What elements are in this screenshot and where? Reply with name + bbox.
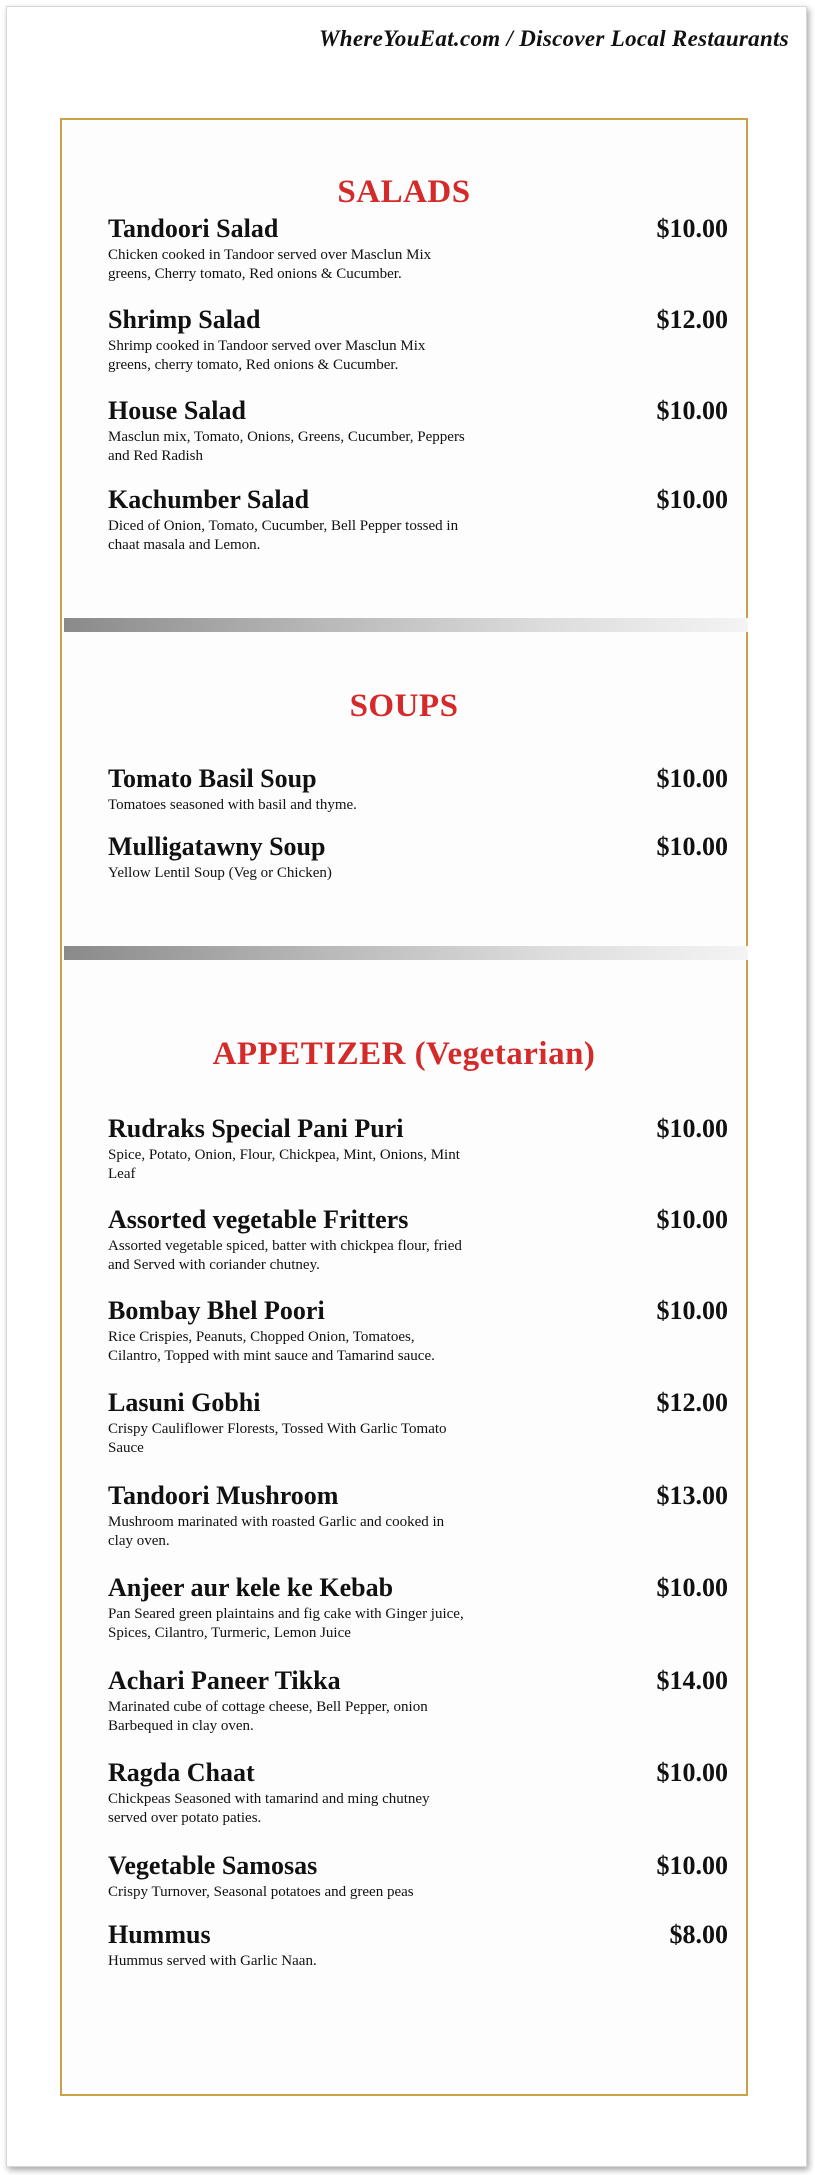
- item-price: $12.00: [656, 305, 728, 334]
- menu-item-mulligatawny-soup: [108, 832, 728, 883]
- item-name: Assorted vegetable Fritters: [108, 1205, 409, 1234]
- item-name: Bombay Bhel Poori: [108, 1296, 325, 1325]
- item-name: Tomato Basil Soup: [108, 764, 317, 793]
- menu-item-paneer-tikka: [108, 1666, 728, 1736]
- appetizer-title: APPETIZER (Vegetarian): [212, 1036, 596, 1072]
- item-name: Hummus: [108, 1920, 211, 1949]
- item-price: $12.00: [656, 1388, 728, 1417]
- salads-title: SALADS: [337, 174, 471, 210]
- item-description: Diced of Onion, Tomato, Cucumber, Bell Pepper tossed in chaat masala and Lemon.: [108, 518, 459, 553]
- salads-section: [62, 174, 746, 211]
- item-name: Rudraks Special Pani Puri: [108, 1114, 404, 1143]
- menu-item-tandoori-salad: [108, 214, 728, 284]
- item-description: Rice Crispies, Peanuts, Chopped Onion, Tomatoes, Cilantro, Topped with mint sauce and Tamarind sauce.: [108, 1329, 435, 1364]
- item-description: Shrimp cooked in Tandoor served over Masclun Mix greens, cherry tomato, Red onions & Cucumber.: [108, 338, 426, 373]
- item-price: $10.00: [656, 1573, 728, 1602]
- item-price: $10.00: [656, 1296, 728, 1325]
- item-price: $10.00: [656, 1851, 728, 1880]
- item-price: $10.00: [656, 485, 728, 514]
- menu-item-vegetable-samosas: [108, 1851, 728, 1902]
- item-price: $10.00: [656, 764, 728, 793]
- item-price: $13.00: [656, 1481, 728, 1510]
- item-name: Tandoori Mushroom: [108, 1481, 339, 1510]
- item-name: Vegetable Samosas: [108, 1851, 318, 1880]
- item-description: Marinated cube of cottage cheese, Bell Pepper, onion Barbequed in clay oven.: [108, 1699, 428, 1734]
- item-price: $10.00: [656, 1758, 728, 1787]
- item-description: Masclun mix, Tomato, Onions, Greens, Cucumber, Peppers and Red Radish: [108, 429, 465, 464]
- menu-item-bhel-poori: [108, 1296, 728, 1366]
- item-price: $8.00: [669, 1920, 728, 1949]
- item-description: Crispy Cauliflower Florests, Tossed With Garlic Tomato Sauce: [108, 1421, 447, 1456]
- appetizer-section: [62, 1036, 746, 1073]
- menu-item-hummus: [108, 1920, 728, 1971]
- item-price: $10.00: [656, 832, 728, 861]
- item-description: Assorted vegetable spiced, batter with chickpea flour, fried and Served with coriander chutney.: [108, 1238, 462, 1273]
- item-description: Tomatoes seasoned with basil and thyme.: [108, 797, 357, 813]
- item-name: Achari Paneer Tikka: [108, 1666, 341, 1695]
- item-description: Chicken cooked in Tandoor served over Masclun Mix greens, Cherry tomato, Red onions & Cucumber.: [108, 247, 432, 282]
- item-name: House Salad: [108, 396, 246, 425]
- section-divider: [64, 618, 748, 632]
- soups-section: [62, 688, 746, 725]
- item-description: Chickpeas Seasoned with tamarind and ming chutney served over potato paties.: [108, 1791, 430, 1826]
- soups-title: SOUPS: [349, 688, 459, 724]
- item-name: Tandoori Salad: [108, 214, 279, 243]
- menu-item-tandoori-mushroom: [108, 1481, 728, 1551]
- menu-item-ragda-chaat: [108, 1758, 728, 1828]
- item-description: Yellow Lentil Soup (Veg or Chicken): [108, 865, 332, 881]
- menu-item-house-salad: [108, 396, 728, 466]
- item-description: Hummus served with Garlic Naan.: [108, 1953, 317, 1969]
- item-price: $14.00: [656, 1666, 728, 1695]
- menu-item-anjeer-kebab: [108, 1573, 728, 1643]
- item-price: $10.00: [656, 214, 728, 243]
- section-divider: [64, 946, 748, 960]
- site-header-title: WhereYouEat.com / Discover Local Restaurants: [318, 26, 789, 51]
- item-description: Spice, Potato, Onion, Flour, Chickpea, Mint, Onions, Mint Leaf: [108, 1147, 460, 1182]
- item-name: Ragda Chaat: [108, 1758, 255, 1787]
- item-name: Kachumber Salad: [108, 485, 310, 514]
- item-name: Lasuni Gobhi: [108, 1388, 261, 1417]
- item-description: Pan Seared green plaintains and fig cake with Ginger juice, Spices, Cilantro, Turmeric, Lemon Juice: [108, 1606, 464, 1641]
- item-name: Mulligatawny Soup: [108, 832, 326, 861]
- item-price: $10.00: [656, 396, 728, 425]
- menu-frame: [60, 118, 748, 2096]
- item-description: Mushroom marinated with roasted Garlic and cooked in clay oven.: [108, 1514, 445, 1549]
- menu-item-pani-puri: [108, 1114, 728, 1184]
- item-description: Crispy Turnover, Seasonal potatoes and green peas: [108, 1884, 414, 1900]
- menu-item-shrimp-salad: [108, 305, 728, 375]
- menu-item-vegetable-fritters: [108, 1205, 728, 1275]
- item-price: $10.00: [656, 1114, 728, 1143]
- item-price: $10.00: [656, 1205, 728, 1234]
- menu-item-tomato-basil-soup: [108, 764, 728, 815]
- menu-item-kachumber-salad: [108, 485, 728, 555]
- item-name: Shrimp Salad: [108, 305, 261, 334]
- menu-item-lasuni-gobhi: [108, 1388, 728, 1458]
- item-name: Anjeer aur kele ke Kebab: [108, 1573, 394, 1602]
